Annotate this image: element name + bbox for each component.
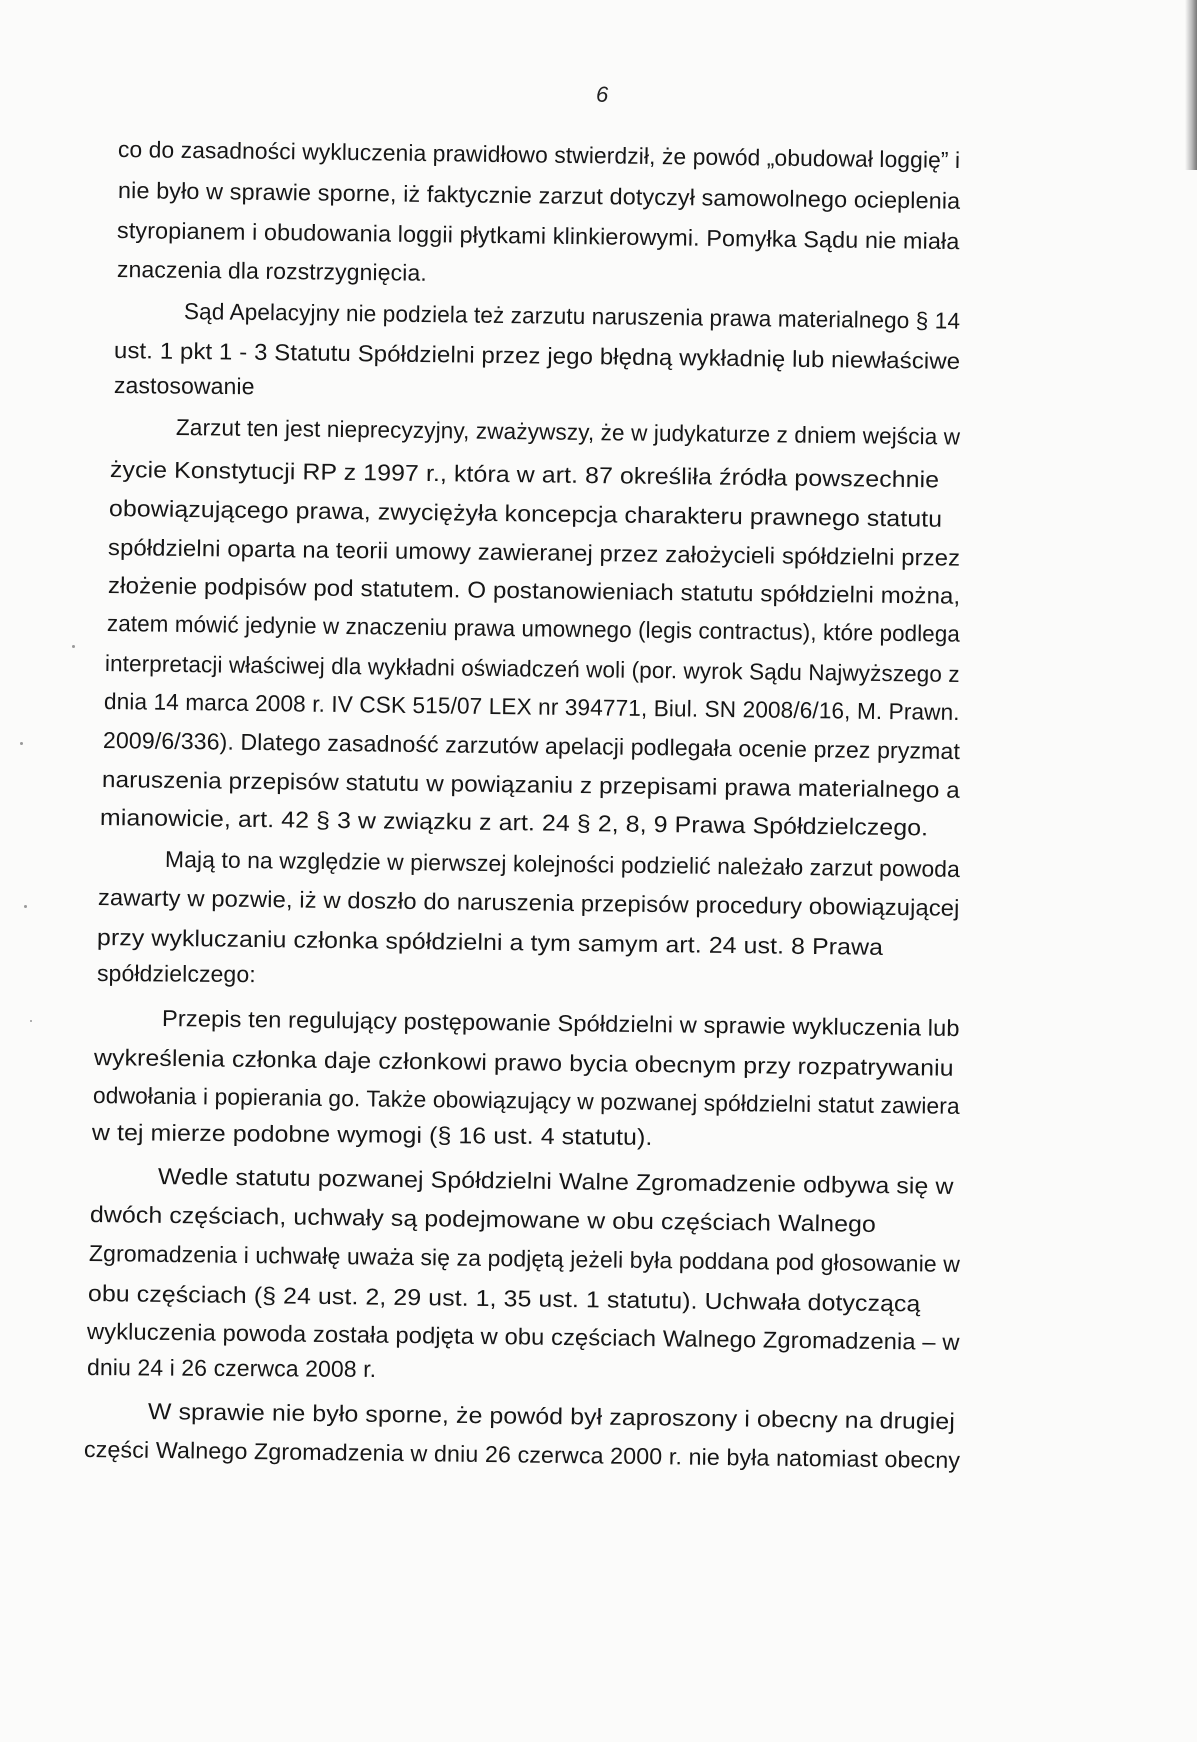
text-line: co do zasadności wykluczenia prawidłowo stwierdził, że powód „obudował loggię” i xyxy=(117,136,961,174)
scan-speck xyxy=(20,742,23,745)
text-line: w tej mierze podobne wymogi (§ 16 ust. 4 statutu). xyxy=(91,1119,653,1150)
text-line: życie Konstytucji RP z 1997 r., która w art. 87 określiła źródła powszechnie xyxy=(109,456,940,493)
scan-speck xyxy=(24,905,27,908)
text-line: styropianem i obudowania loggii płytkami klinkierowymi. Pomyłka Sądu nie miała xyxy=(116,217,960,255)
text-line: ust. 1 pkt 1 - 3 Statutu Spółdzielni przez jego błędną wykładnię lub niewłaściwe xyxy=(113,337,961,374)
text-line: dniu 24 i 26 czerwca 2008 r. xyxy=(86,1354,377,1383)
text-line: wykreślenia członka daje członkowi prawo bycia obecnym przy rozpatrywaniu xyxy=(93,1044,954,1081)
page-number: 6 xyxy=(596,82,609,107)
text-line: Zgromadzenia i uchwałę uważa się za podjętą jeżeli była poddana pod głosowanie w xyxy=(88,1240,961,1277)
text-line: zastosowanie xyxy=(113,372,255,400)
text-line: znaczenia dla rozstrzygnięcia. xyxy=(116,256,427,286)
text-line: odwołania i popierania go. Także obowiązujący w pozwanej spółdzielni statut zawiera xyxy=(92,1082,960,1119)
text-line: dnia 14 marca 2008 r. IV CSK 515/07 LEX nr 394771, Biul. SN 2008/6/16, M. Prawn. xyxy=(103,688,960,726)
text-line: dwóch częściach, uchwały są podejmowane w obu częściach Walnego xyxy=(89,1201,877,1237)
text-line: wykluczenia powoda została podjęta w obu częściach Walnego Zgromadzenia – w xyxy=(86,1318,960,1355)
text-line: spółdzielczego: xyxy=(96,960,256,988)
scan-speck xyxy=(30,1020,32,1022)
text-line: interpretacji właściwej dla wykładni oświadczeń woli (por. wyrok Sądu Najwyższego z xyxy=(104,650,960,688)
text-line: Przepis ten regulujący postępowanie Spółdzielni w sprawie wykluczenia lub xyxy=(161,1005,960,1042)
text-line: złożenie podpisów pod statutem. O postanowieniach statutu spółdzielni można, xyxy=(107,572,961,609)
text-line: zawarty w pozwie, iż w doszło do naruszenia przepisów procedury obowiązującej xyxy=(97,884,960,921)
text-line: nie było w sprawie sporne, iż faktycznie zarzut dotyczył samowolnego ocieplenia xyxy=(117,177,961,214)
text-line: zatem mówić jedynie w znaczeniu prawa umownego (legis contractus), które podlega xyxy=(106,610,961,647)
text-line: Wedle statutu pozwanej Spółdzielni Walne Zgromadzenie odbywa się w xyxy=(157,1163,954,1199)
text-line: Sąd Apelacyjny nie podziela też zarzutu naruszenia prawa materialnego § 14 xyxy=(183,298,961,334)
scan-speck xyxy=(72,645,75,648)
text-line: Zarzut ten jest nieprecyzyjny, zważywszy, że w judykaturze z dniem wejścia w xyxy=(175,414,961,450)
text-line: obowiązującego prawa, zwyciężyła koncepcja charakteru prawnego statutu xyxy=(108,495,943,532)
text-line: Mają to na względzie w pierwszej kolejności podzielić należało zarzut powoda xyxy=(164,846,961,882)
text-line: przy wykluczaniu członka spółdzielni a tym samym art. 24 ust. 8 Prawa xyxy=(96,924,884,960)
scan-shadow-edge xyxy=(1185,0,1197,170)
text-line: 2009/6/336). Dlatego zasadność zarzutów apelacji podlegała ocenie przez pryzmat xyxy=(102,727,961,765)
text-line: mianowicie, art. 42 § 3 w związku z art. 24 § 2, 8, 9 Prawa Spółdzielczego. xyxy=(99,804,929,841)
text-line: naruszenia przepisów statutu w powiązaniu z przepisami prawa materialnego a xyxy=(101,766,961,803)
text-line: W sprawie nie było sporne, że powód był zaproszony i obecny na drugiej xyxy=(147,1398,956,1435)
text-line: części Walnego Zgromadzenia w dniu 26 czerwca 2000 r. nie była natomiast obecny xyxy=(83,1436,961,1474)
text-line: spółdzielni oparta na teorii umowy zawieranej przez założycieli spółdzielni przez xyxy=(107,534,961,571)
text-line: obu częściach (§ 24 ust. 2, 29 ust. 1, 35 ust. 1 statutu). Uchwała dotyczącą xyxy=(87,1280,921,1317)
